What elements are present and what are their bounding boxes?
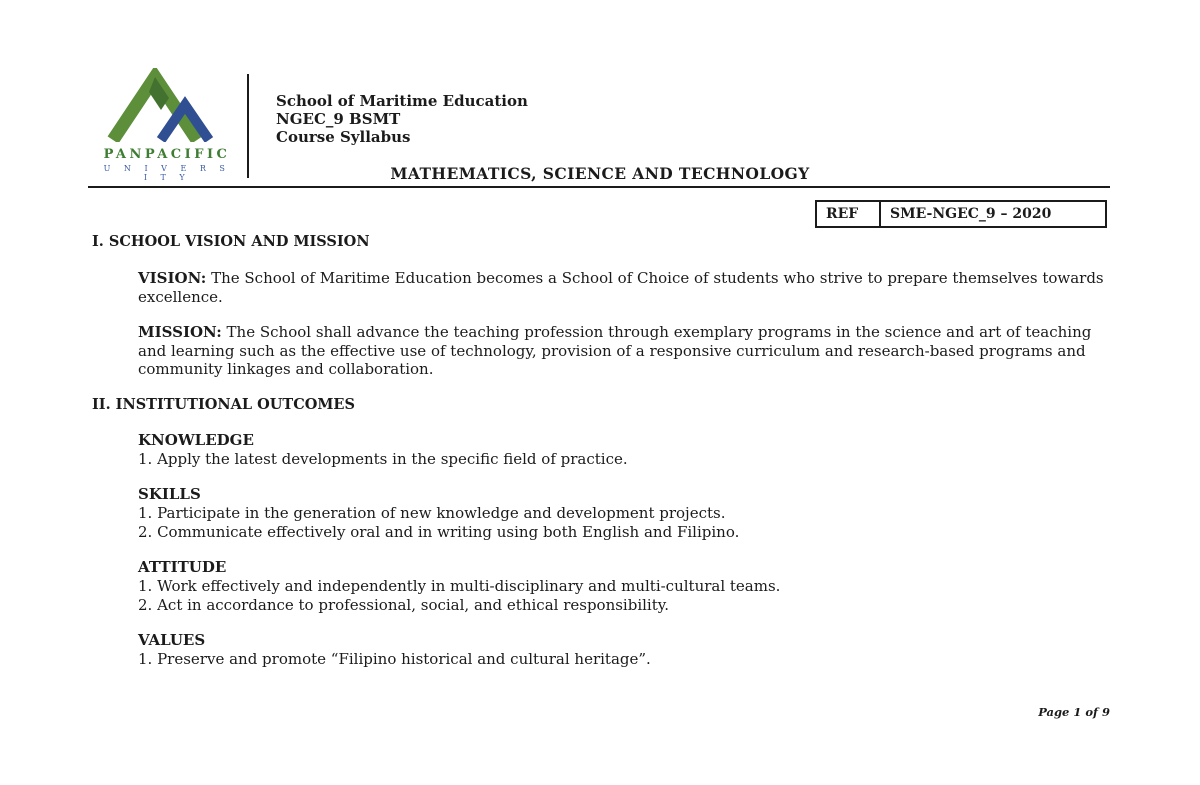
outcome-item: 1. Participate in the generation of new knowledge and development projects. — [138, 504, 726, 522]
course-code: NGEC_9 BSMT — [276, 110, 401, 128]
outcome-item: 1. Apply the latest developments in the specific field of practice. — [138, 450, 628, 468]
outcomes-list — [138, 431, 1108, 685]
section-heading-vision-mission: I. SCHOOL VISION AND MISSION — [92, 233, 370, 250]
school-name: School of Maritime Education — [276, 92, 528, 110]
header-vertical-divider — [247, 74, 249, 178]
mission-paragraph — [138, 323, 1108, 379]
outcome-group-title: VALUES — [138, 631, 206, 649]
outcome-group-attitude — [138, 558, 1108, 615]
document-type: Course Syllabus — [276, 128, 411, 146]
outcome-item: 1. Work effectively and independently in multi-disciplinary and multi-cultural teams. — [138, 577, 781, 595]
logo-subwordmark: U N I V E R S I T Y — [103, 164, 231, 182]
vision-text: The School of Maritime Education becomes a School of Choice of students who strive to prepare themselves towards excellence. — [138, 269, 1104, 306]
mission-label: MISSION: — [138, 323, 222, 341]
outcome-group-knowledge — [138, 431, 1108, 469]
outcome-item: 2. Act in accordance to professional, social, and ethical responsibility. — [138, 596, 670, 614]
outcome-group-skills — [138, 485, 1108, 542]
vision-paragraph — [138, 269, 1108, 306]
section-heading-outcomes: II. INSTITUTIONAL OUTCOMES — [92, 396, 355, 413]
outcome-group-title: ATTITUDE — [138, 558, 227, 576]
ref-value-cell: SME-NGEC_9 – 2020 — [880, 201, 1106, 227]
mission-text: The School shall advance the teaching profession through exemplary programs in the science and art of teaching and learning such as the effective use of technology, provision of a responsive curriculum and research-based programs and community linkages and collaboration. — [138, 323, 1092, 378]
header-rule — [88, 186, 1110, 188]
ref-table — [815, 200, 1107, 228]
outcome-item: 2. Communicate effectively oral and in writing using both English and Filipino. — [138, 523, 740, 541]
outcome-group-title: SKILLS — [138, 485, 201, 503]
logo-wordmark: PANPACIFIC — [103, 147, 231, 162]
page-number: Page 1 of 9 — [1038, 705, 1110, 719]
vision-label: VISION: — [138, 269, 207, 287]
course-title: MATHEMATICS, SCIENCE AND TECHNOLOGY — [390, 164, 810, 183]
university-logo-icon — [105, 68, 229, 142]
outcome-group-values — [138, 631, 1108, 669]
ref-table-row — [816, 201, 1106, 227]
document-header — [276, 92, 528, 146]
ref-label-cell: REF — [816, 201, 880, 227]
outcome-item: 1. Preserve and promote “Filipino historical and cultural heritage”. — [138, 650, 651, 668]
outcome-group-title: KNOWLEDGE — [138, 431, 254, 449]
